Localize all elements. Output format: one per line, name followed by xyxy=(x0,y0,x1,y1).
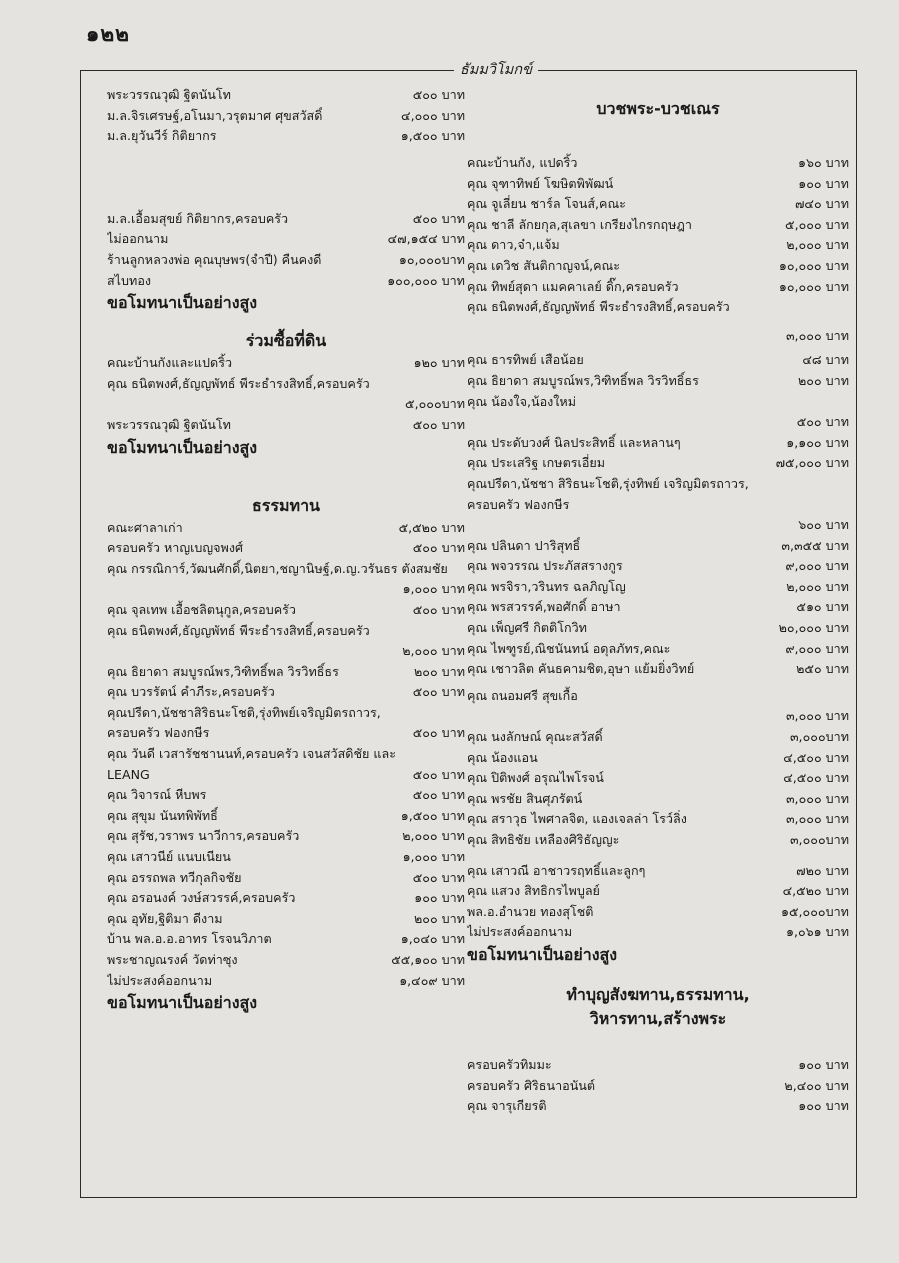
section-heading-ordination: บวชพระ-บวชเณร xyxy=(596,99,720,118)
donation-row: คุณ สุขุม นันทพิพัทธิ์ ๑,๕๐๐ บาท xyxy=(107,807,465,823)
donation-row: ไม่ออกนาม ๔๗,๑๕๔ บาท xyxy=(107,231,465,247)
donation-row: ม.ล.เอื้อมสุขย์ กิติยากร,ครอบครัว ๕๐๐ บาท xyxy=(107,210,465,226)
donation-row: คุณ จูเลี่ยน ชาร์ล โจนส์,คณะ ๗๔๐ บาท xyxy=(467,196,849,212)
donation-row: ครอบครัว หาญเบญจพงศ์ ๕๐๐ บาท xyxy=(107,540,465,556)
donation-row: คุณ สราวุธ ไพศาลจิต, แองเจลล่า โรว์ลิ่ง ๓,๐๐๐ บาท xyxy=(467,811,849,827)
donor-name: คุณปรีดา,นัชชา สิริธนะโชติ,รุ่งทิพย์ เจริญมิตรถาวร, xyxy=(467,475,749,491)
section-heading-merit xyxy=(467,983,849,1031)
donation-row: สไบทอง ๑๐๐,๐๐๐ บาท xyxy=(107,272,465,288)
donation-row: พระชาญณรงค์ วัดท่าซุง ๕๕,๑๐๐ บาท xyxy=(107,952,465,967)
donation-row: ครอบครัว ฟองกษีร ๕๐๐ บาท xyxy=(107,725,465,741)
donation-row: ม.ล.ยุวันวีร์ กิติยากร ๑,๕๐๐ บาท xyxy=(107,128,465,144)
donor-name: คุณ ธนิตพงศ์,ธัญญพัทธ์ พีระธำรงสิทธิ์,ครอบครัว xyxy=(467,299,730,315)
donation-row: คณะบ้านกังและแปดริ้ว ๑๒๐ บาท xyxy=(107,355,465,371)
donation-row: คุณ ชาลี ลักยกุล,สุเลขา เกรียงไกรกฤษฎา ๕,๐๐๐ บาท xyxy=(467,216,849,232)
section-heading-line: ทำบุญสังฆทาน,ธรรมทาน, xyxy=(566,984,750,1004)
donation-row: คุณ จุฑาทิพย์ โฆษิตพิพัฒน์ ๑๐๐ บาท xyxy=(467,175,849,191)
thanks-heading: ขอโมทนาเป็นอย่างสูง xyxy=(107,437,258,457)
donation-row: ครอบครัว ศิริธนาอนันต์ ๒,๔๐๐ บาท xyxy=(467,1077,849,1093)
donation-row: คุณ สุรัช,วราพร นาวีการ,ครอบครัว ๒,๐๐๐ บาท xyxy=(107,828,465,844)
donation-row: พล.อ.อำนวย ทองสุโชติ ๑๕,๐๐๐บาท xyxy=(467,903,849,919)
donation-row: คุณ เสาวนีย์ แนบเนียน ๑,๐๐๐ บาท xyxy=(107,849,465,865)
donation-row: คุณ อรรถพล ทวีกุลกิจชัย ๕๐๐ บาท xyxy=(107,869,465,885)
donation-row: LEANG ๕๐๐ บาท xyxy=(107,766,465,782)
donation-row: คุณ เดวิช สันติกาญจน์,คณะ ๑๐,๐๐๐ บาท xyxy=(467,257,849,273)
donation-row: คุณ สิทธิชัย เหลืองศิริธัญญะ ๓,๐๐๐บาท xyxy=(467,832,849,847)
donation-row: คุณ พจวรรณ ประภัสสรางกูร ๙,๐๐๐ บาท xyxy=(467,558,849,574)
thanks-heading: ขอโมทนาเป็นอย่างสูง xyxy=(467,944,618,964)
donation-row: คุณ เสาวณี อาชาวรฤทธิ์และลูกๆ ๗๒๐ บาท xyxy=(467,862,849,878)
donation-row: ไม่ประสงค์ออกนาม ๑,๔๐๙ บาท xyxy=(107,972,465,988)
donation-amount: ๕๐๐ บาท xyxy=(796,414,849,430)
donation-row: คุณ ดาว,จ๋า,แจ้ม ๒,๐๐๐ บาท xyxy=(467,237,849,253)
donation-amount: ๕,๐๐๐บาท xyxy=(405,396,465,412)
donation-row: คุณ พรจิรา,วรินทร ฉลภิญโญ ๒,๐๐๐ บาท xyxy=(467,578,849,594)
donation-row: คุณ ธิยาดา สมบูรณ์พร,วิฑิทธิ์พล วิรวิทธิ์ธร ๒๐๐ บาท xyxy=(467,372,849,388)
donation-row: คุณ วิจารณ์ หีบพร ๕๐๐ บาท xyxy=(107,787,465,803)
donor-name: คุณ กรรณิการ์,วัฒนศักดิ์,นิตยา,ชญานิษฐ์,ด.ญ.วรันธร ตังสมชัย xyxy=(107,560,448,576)
donation-row: ม.ล.จิรเศรษฐ์,อโนมา,วรุตมาศ ศุขสวัสดิ์ ๔,๐๐๐ บาท xyxy=(107,107,465,123)
donation-row: คุณ ปลินดา ปาริสุทธิ์ ๓,๓๕๕ บาท xyxy=(467,537,849,553)
thanks-heading: ขอโมทนาเป็นอย่างสูง xyxy=(107,293,258,313)
donor-name: คุณ ถนอมศรี สุขเกื้อ xyxy=(467,687,578,703)
donation-row: บ้าน พล.อ.อ.อาทร โรจนวิภาต ๑,๐๔๐ บาท xyxy=(107,931,465,947)
donation-amount: ๑,๐๐๐ บาท xyxy=(402,581,465,597)
donor-name: คุณ ธนิตพงศ์,ธัญญพัทธ์ พีระธำรงสิทธิ์,ครอบครัว xyxy=(107,375,370,391)
donation-row: ครอบครัวทิมมะ ๑๐๐ บาท xyxy=(467,1056,849,1072)
donation-amount: ๒,๐๐๐ บาท xyxy=(402,643,465,659)
donation-row: พระวรรณวุฒิ ฐิตนันโท ๕๐๐ บาท xyxy=(107,87,465,102)
running-header-title: ธัมมวิโมกข์ xyxy=(454,58,538,81)
donation-row: คุณ น้องแอน ๔,๕๐๐ บาท xyxy=(467,749,849,765)
donation-row: คณะศาลาเก่า ๕,๕๒๐ บาท xyxy=(107,519,465,535)
donation-row: คุณ ไพฑูรย์,ณิชนันทน์ อดุลภัทร,คณะ ๙,๐๐๐ บาท xyxy=(467,640,849,656)
donation-amount: ๓,๐๐๐ บาท xyxy=(785,327,849,343)
donation-row: คุณ นงลักษณ์ คุณะสวัสดิ์ ๓,๐๐๐บาท xyxy=(467,729,849,745)
donation-row: คุณ ปิติพงศ์ อรุณไพโรจน์ ๔,๕๐๐ บาท xyxy=(467,770,849,786)
donation-row: คุณ จารุเกียรติ ๑๐๐ บาท xyxy=(467,1098,849,1114)
content-frame xyxy=(80,62,857,1198)
donation-row: คุณ ประดับวงศ์ นิลประสิทธิ์ และหลานๆ ๑,๑๐๐ บาท xyxy=(467,434,849,450)
donation-row: คุณ อุทัย,ฐิติมา ดีงาม ๒๐๐ บาท xyxy=(107,910,465,926)
donation-row: คุณ ธิยาดา สมบูรณ์พร,วิฑิทธิ์พล วิรวิทธิ์ธร ๒๐๐ บาท xyxy=(107,663,465,679)
donation-row: คุณ ทิพย์สุดา แมคคาเลย์ ดิ๊ก,ครอบครัว ๑๐,๐๐๐ บาท xyxy=(467,278,849,294)
section-heading-dharma: ธรรมทาน xyxy=(252,495,320,515)
donation-row: คุณ อรอนงค์ วงษ์สวรรค์,ครอบครัว ๑๐๐ บาท xyxy=(107,890,465,906)
left-column xyxy=(107,85,465,1015)
donation-row: ร้านลูกหลวงพ่อ คุณบุษพร(จำปี) คืนคงดี ๑๐,๐๐๐บาท xyxy=(107,251,465,267)
donor-name: คุณ น้องใจ,น้องใหม่ xyxy=(467,393,577,409)
donor-name: คุณ วันดี เวสารัชชานนท์,ครอบครัว เจนสวัสดิชัย และ xyxy=(107,746,397,762)
donor-name: คุณ ธนิตพงศ์,ธัญญพัทธ์ พีระธำรงสิทธิ์,ครอบครัว xyxy=(107,622,370,638)
donor-name: คุณปรีดา,นัชชาสิริธนะโชติ,รุ่งทิพย์เจริญมิตรถาวร, xyxy=(107,704,381,720)
donation-row: คุณ พรสวรรค์,พอศักดิ์ อาษา ๕๑๐ บาท xyxy=(467,599,849,615)
donation-row: คุณ แสวง สิทธิกรไพบูลย์ ๔,๕๒๐ บาท xyxy=(467,883,849,899)
donation-row: คุณ เชาวลิต คันธคามชิต,อุษา แย้มยิ่งวิทย์ ๒๕๐ บาท xyxy=(467,661,849,677)
right-column xyxy=(467,85,849,1117)
section-heading-line: วิหารทาน,สร้างพระ xyxy=(589,1008,727,1028)
donation-amount: ๓,๐๐๐ บาท xyxy=(785,708,849,724)
page-number: ๑๒๒ xyxy=(86,22,131,46)
donation-row: คุณ ธารทิพย์ เสือน้อย ๔๘ บาท xyxy=(467,352,849,368)
donor-name: ครอบครัว ฟองกษีร xyxy=(467,496,570,512)
donation-row: คุณ ประเสริฐ เกษตรเอี่ยม ๗๕,๐๐๐ บาท xyxy=(467,455,849,471)
section-heading-land: ร่วมซื้อที่ดิน xyxy=(245,331,327,351)
donation-row: คณะบ้านกัง, แปดริ้ว ๑๖๐ บาท xyxy=(467,155,849,170)
donation-row: คุณ จุลเทพ เอื้อชลิตนุกูล,ครอบครัว ๕๐๐ บาท xyxy=(107,601,465,617)
donation-row: คุณ พรชัย สินศุภรัตน์ ๓,๐๐๐ บาท xyxy=(467,790,849,806)
donation-row: คุณ เพ็ญศรี กิตติโกวิท ๒๐,๐๐๐ บาท xyxy=(467,620,849,636)
thanks-heading: ขอโมทนาเป็นอย่างสูง xyxy=(107,993,258,1013)
donation-list xyxy=(107,85,465,147)
donation-row: ไม่ประสงค์ออกนาม ๑,๐๖๑ บาท xyxy=(467,924,849,940)
donation-list xyxy=(107,209,465,291)
donation-row: พระวรรณวุฒิ ฐิตนันโท ๕๐๐ บาท xyxy=(107,416,465,432)
donation-amount: ๖๐๐ บาท xyxy=(798,517,849,533)
donation-row: คุณ บวรรัตน์ คำภีระ,ครอบครัว ๕๐๐ บาท xyxy=(107,684,465,700)
